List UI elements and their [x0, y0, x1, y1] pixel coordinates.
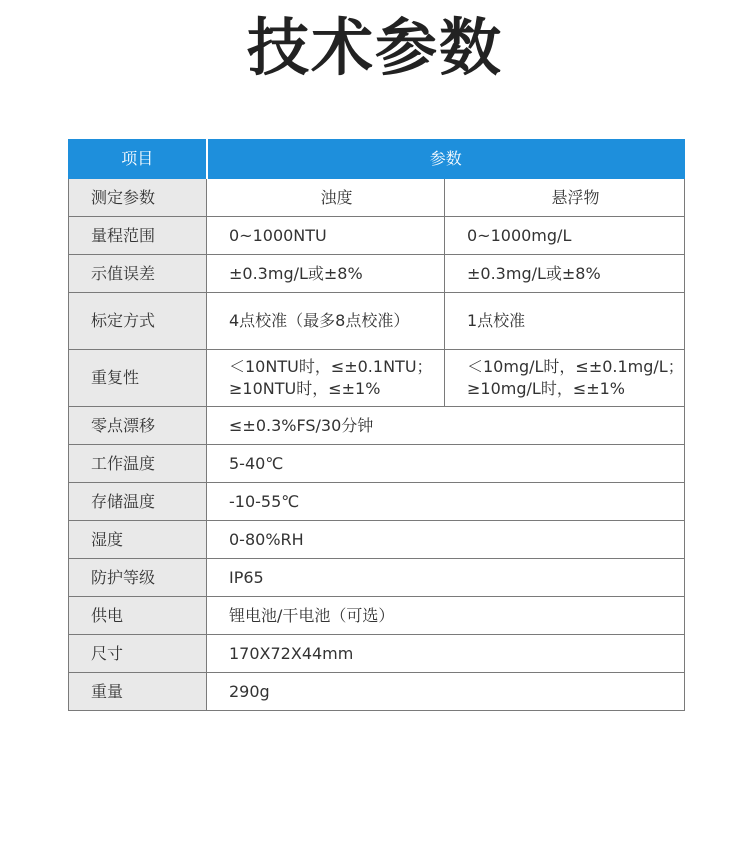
cell-value: 4点校准（最多8点校准）: [207, 293, 445, 350]
row-label: 测定参数: [69, 179, 207, 217]
table-row: [69, 179, 685, 217]
cell-value: ≤±0.3%FS/30分钟: [207, 407, 685, 445]
cell-value: 5-40℃: [207, 445, 685, 483]
row-label: 供电: [69, 597, 207, 635]
table-row: [69, 559, 685, 597]
cell-value: IP65: [207, 559, 685, 597]
cell-value: 0~1000mg/L: [445, 217, 685, 255]
cell-value: 0~1000NTU: [207, 217, 445, 255]
table-header-row: [69, 140, 685, 179]
header-item: 项目: [69, 140, 207, 179]
row-label: 存储温度: [69, 483, 207, 521]
table-row: [69, 635, 685, 673]
row-label: 量程范围: [69, 217, 207, 255]
row-label: 尺寸: [69, 635, 207, 673]
spec-table: [68, 139, 685, 711]
turbidity-column-head: 浊度: [207, 179, 445, 217]
table-row: [69, 407, 685, 445]
table-row: [69, 293, 685, 350]
row-label: 重量: [69, 673, 207, 711]
table-row: [69, 217, 685, 255]
cell-value: 0-80%RH: [207, 521, 685, 559]
cell-line: ≥10NTU时，≤±1%: [229, 379, 381, 398]
row-label: 标定方式: [69, 293, 207, 350]
cell-line: ＜10mg/L时，≤±0.1mg/L；: [467, 357, 684, 376]
row-label: 零点漂移: [69, 407, 207, 445]
table-row: [69, 445, 685, 483]
table-row: [69, 483, 685, 521]
row-label: 示值误差: [69, 255, 207, 293]
cell-value: 锂电池/干电池（可选）: [207, 597, 685, 635]
cell-value: ±0.3mg/L或±8%: [445, 255, 685, 293]
table-row: [69, 521, 685, 559]
cell-line: ＜10NTU时，≤±0.1NTU；: [229, 357, 433, 376]
table-row: [69, 255, 685, 293]
cell-value: ±0.3mg/L或±8%: [207, 255, 445, 293]
suspended-column-head: 悬浮物: [445, 179, 685, 217]
table-row: [69, 597, 685, 635]
cell-value: 170X72X44mm: [207, 635, 685, 673]
cell-value: 1点校准: [445, 293, 685, 350]
cell-value: [445, 350, 685, 407]
table-row: [69, 673, 685, 711]
cell-value: 290g: [207, 673, 685, 711]
cell-value: [207, 350, 445, 407]
row-label: 重复性: [69, 350, 207, 407]
table-row: [69, 350, 685, 407]
cell-line: ≥10mg/L时，≤±1%: [467, 379, 626, 398]
row-label: 湿度: [69, 521, 207, 559]
page-title: 技术参数: [246, 11, 503, 84]
header-param: 参数: [207, 140, 685, 179]
row-label: 工作温度: [69, 445, 207, 483]
cell-value: -10-55℃: [207, 483, 685, 521]
row-label: 防护等级: [69, 559, 207, 597]
